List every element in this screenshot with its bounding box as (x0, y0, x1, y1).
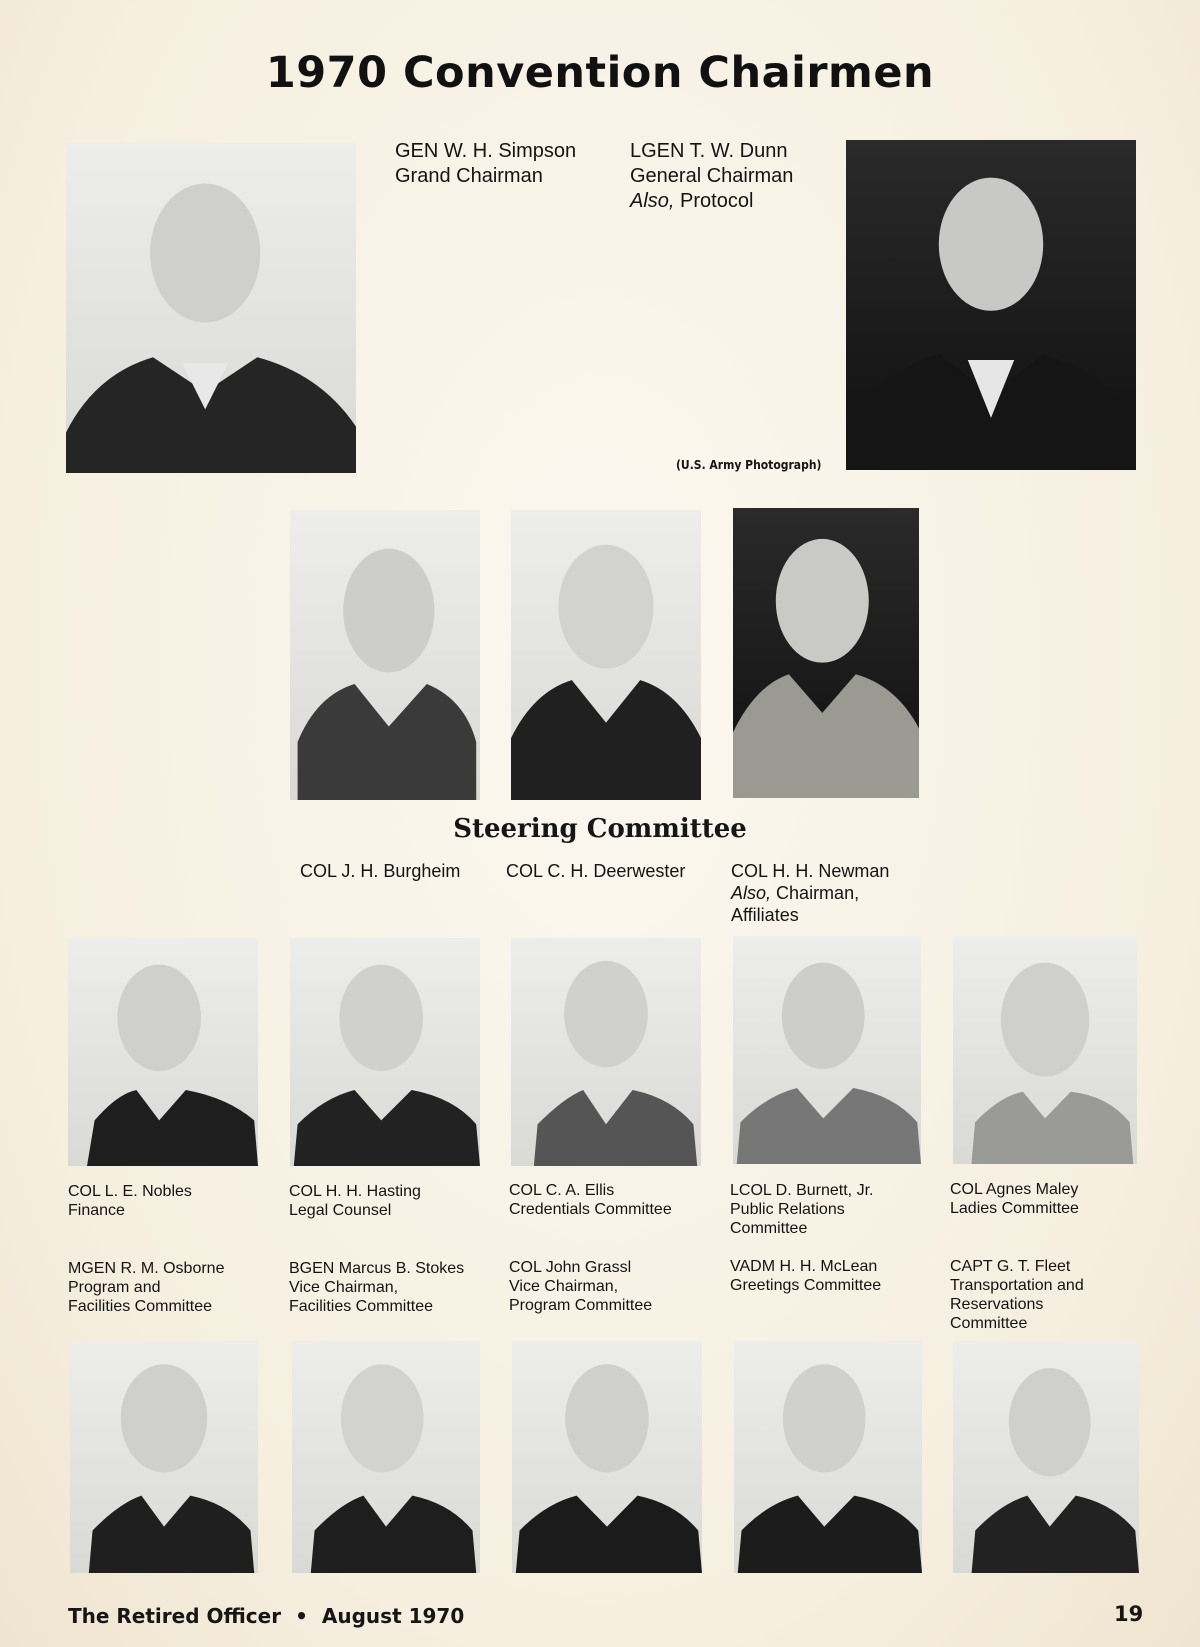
also-label: Also, (630, 190, 675, 212)
portrait-hasting (290, 938, 480, 1166)
caption-stokes (289, 1259, 464, 1316)
person-role: Reservations (950, 1296, 1044, 1313)
person-role: Program Committee (509, 1297, 653, 1314)
portrait-figure-icon (292, 1341, 480, 1573)
caption-dunn (630, 139, 793, 214)
person-extra-line (630, 189, 793, 214)
portrait-nobles (68, 938, 258, 1166)
caption-fleet (950, 1257, 1084, 1333)
portrait-burnett (733, 936, 921, 1164)
person-role: Public Relations (730, 1201, 845, 1218)
portrait-figure-icon (511, 938, 701, 1166)
person-role: Vice Chairman, (509, 1278, 619, 1295)
caption-newman (731, 860, 889, 926)
portrait-figure-icon (511, 510, 701, 800)
portrait-newman (733, 508, 919, 798)
publication-name: The Retired Officer (68, 1604, 282, 1628)
portrait-figure-icon (953, 1341, 1139, 1573)
portrait-figure-icon (733, 936, 921, 1164)
person-extra-line (731, 882, 889, 904)
portrait-figure-icon (953, 936, 1137, 1164)
extra-role: Protocol (680, 190, 754, 212)
person-name: VADM H. H. McLean (730, 1258, 878, 1275)
portrait-figure-icon (66, 143, 356, 473)
portrait-deerwester (511, 510, 701, 800)
person-name: COL J. H. Burgheim (300, 861, 461, 881)
issue-date: August 1970 (321, 1604, 465, 1628)
extra-role: Chairman, (776, 883, 860, 903)
caption-simpson (395, 139, 576, 189)
person-role: Committee (950, 1315, 1028, 1332)
person-name: COL H. H. Hasting (289, 1183, 421, 1200)
portrait-figure-icon (846, 140, 1136, 470)
person-role: Transportation and (950, 1277, 1084, 1294)
portrait-fleet (953, 1341, 1139, 1573)
person-role: Grand Chairman (395, 165, 543, 187)
person-name: COL L. E. Nobles (68, 1183, 192, 1200)
person-name: MGEN R. M. Osborne (68, 1260, 225, 1277)
portrait-figure-icon (733, 508, 919, 798)
section-heading: Steering Committee (453, 814, 747, 844)
person-role: Greetings Committee (730, 1277, 882, 1294)
page-number: 19 (1114, 1602, 1144, 1626)
footer-separator: • (295, 1604, 308, 1628)
portrait-figure-icon (290, 510, 480, 800)
portrait-maley (953, 936, 1137, 1164)
portrait-ellis (511, 938, 701, 1166)
person-role: Credentials Committee (509, 1201, 672, 1218)
caption-hasting (289, 1182, 421, 1220)
person-name: LGEN T. W. Dunn (630, 140, 788, 162)
also-label: Also, (731, 883, 772, 903)
person-role: Committee (730, 1220, 808, 1237)
person-role: Vice Chairman, (289, 1279, 399, 1296)
caption-ellis (509, 1181, 672, 1219)
portrait-figure-icon (512, 1341, 702, 1573)
person-name: BGEN Marcus B. Stokes (289, 1260, 465, 1277)
portrait-figure-icon (68, 938, 258, 1166)
portrait-osborne (70, 1341, 258, 1573)
portrait-figure-icon (290, 938, 480, 1166)
person-extra-line: Affiliates (731, 905, 799, 925)
person-role: General Chairman (630, 165, 794, 187)
caption-grassl (509, 1258, 652, 1315)
page-title: 1970 Convention Chairmen (265, 48, 935, 98)
portrait-simpson (66, 143, 356, 473)
person-name: CAPT G. T. Fleet (950, 1258, 1071, 1275)
caption-deerwester (506, 860, 685, 882)
caption-osborne (68, 1259, 224, 1316)
person-name: COL C. A. Ellis (509, 1182, 615, 1199)
person-role: Facilities Committee (68, 1298, 213, 1315)
person-name: COL Agnes Maley (950, 1181, 1079, 1198)
photo-credit: (U.S. Army Photograph) (676, 458, 822, 472)
footer-publication (68, 1604, 464, 1628)
caption-burgheim (300, 860, 460, 882)
caption-burnett (730, 1181, 873, 1238)
person-name: GEN W. H. Simpson (395, 140, 577, 162)
person-role: Finance (68, 1202, 125, 1219)
person-name: COL H. H. Newman (731, 861, 890, 881)
caption-maley (950, 1180, 1079, 1218)
caption-nobles (68, 1182, 192, 1220)
person-role: Ladies Committee (950, 1200, 1079, 1217)
caption-mclean (730, 1257, 881, 1295)
portrait-mclean (734, 1341, 922, 1573)
portrait-grassl (512, 1341, 702, 1573)
portrait-stokes (292, 1341, 480, 1573)
person-name: COL C. H. Deerwester (506, 861, 686, 881)
portrait-figure-icon (70, 1341, 258, 1573)
person-role: Facilities Committee (289, 1298, 434, 1315)
portrait-figure-icon (734, 1341, 922, 1573)
person-name: LCOL D. Burnett, Jr. (730, 1182, 874, 1199)
person-role: Legal Counsel (289, 1202, 392, 1219)
portrait-dunn (846, 140, 1136, 470)
person-name: COL John Grassl (509, 1259, 632, 1276)
person-role: Program and (68, 1279, 161, 1296)
portrait-burgheim (290, 510, 480, 800)
